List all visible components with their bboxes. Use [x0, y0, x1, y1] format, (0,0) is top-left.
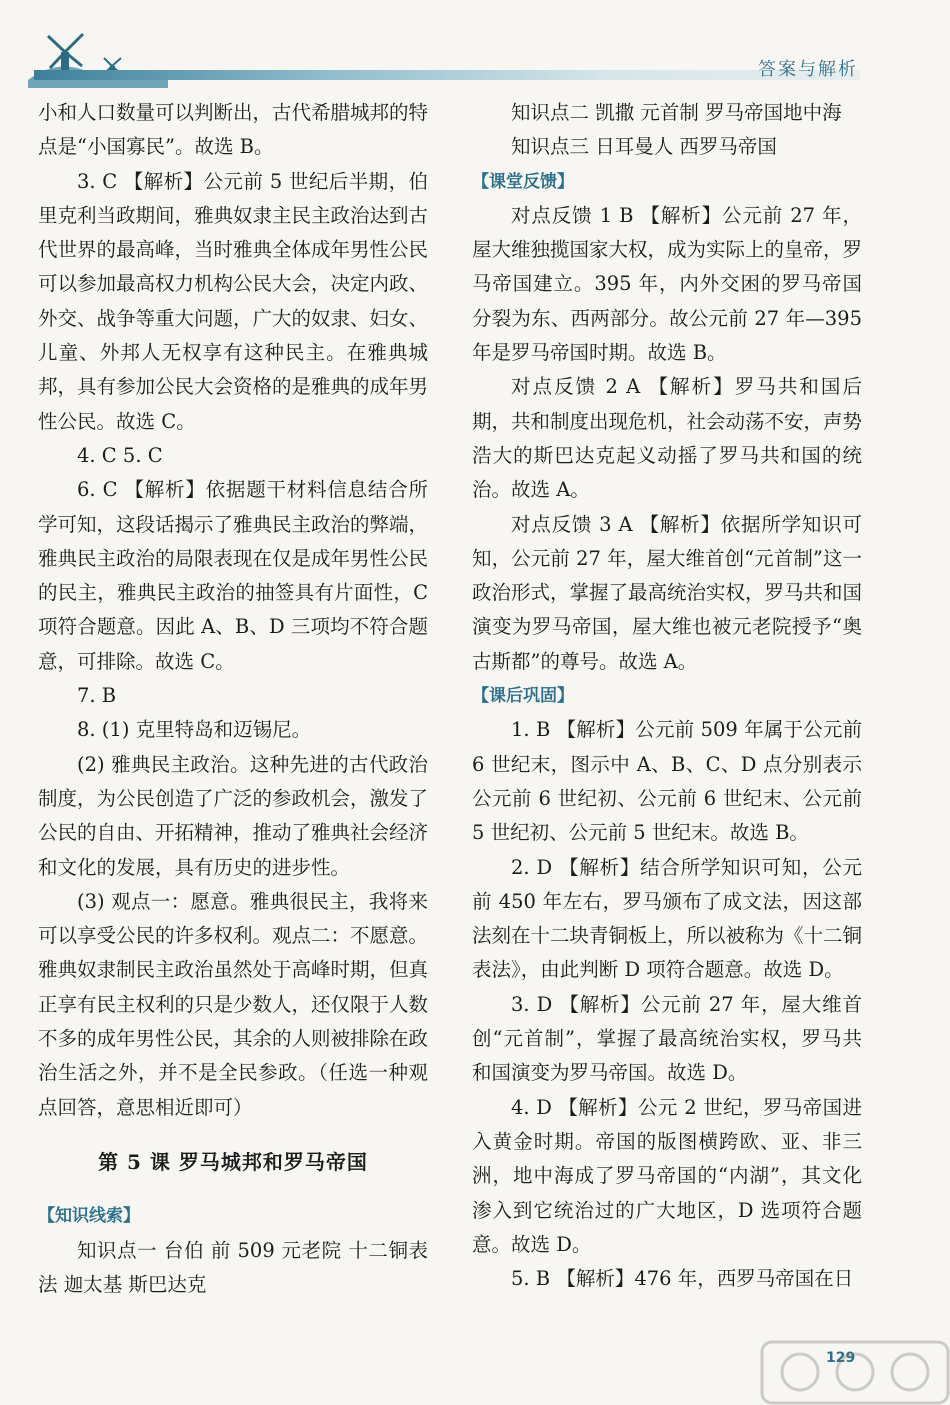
answer-3: 3. C 【解析】公元前 5 世纪后半期，伯里克利当政期间，雅典奴隶主民主政治达到古代世界的最高峰，当时雅典全体成年男性公民可以参加最高权力机构公民大会，决定内政、外交、战争等重大问题，广大的奴隶、妇女、儿童、外邦人无权享有这种民主。在雅典城邦，具有参加公民大会资格的是雅典的成年男性公民。故选 C。 — [38, 169, 429, 433]
answer-8-2: (2) 雅典民主政治。这种先进的古代政治制度，为公民创造了广泛的参政机会，激发了公民的自由、开拓精神，推动了雅典社会经济和文化的发展，具有历史的进步性。 — [38, 752, 429, 879]
page-header — [0, 0, 950, 95]
right-column — [472, 96, 862, 1296]
after-2: 2. D 【解析】结合所学知识可知，公元前 450 年左右，罗马颁布了成文法，因这部法刻在十二块青铜板上，所以被称为《十二铜表法》，由此判断 D 项符合题意。故选 D。 — [472, 855, 863, 982]
section-feedback: 【课堂反馈】 — [472, 171, 574, 192]
section-after-class: 【课后巩固】 — [472, 686, 574, 707]
after-1: 1. B 【解析】公元前 509 年属于公元前 6 世纪末，图示中 A、B、C、D 点分别表示公元前 6 世纪初、公元前 6 世纪末、公元前 5 世纪初、公元前 5 世纪末。故选 B。 — [472, 718, 862, 845]
answer-7: 7. B — [77, 684, 117, 708]
after-3: 3. D 【解析】公元前 27 年，屋大维首创“元首制”，掌握了最高统治实权，罗马共和国演变为罗马帝国。故选 D。 — [472, 992, 862, 1085]
knowledge-point-2: 知识点二 凯撒 元首制 罗马帝国地中海 — [511, 101, 842, 124]
answer-8-1: 8. (1) 克里特岛和迈锡尼。 — [77, 718, 312, 742]
answer-8-3: (3) 观点一：愿意。雅典很民主，我将来可以享受公民的许多权利。观点二：不愿意。雅典奴隶制民主政治虽然处于高峰时期，但真正享有民主权利的只是少数人，还仅限于人数不多的成年男性公民，其余的人则被排除在政治生活之外，并不是全民参政。（任选一种观点回答，意思相近即可） — [38, 889, 429, 1119]
knowledge-point-3: 知识点三 日耳曼人 西罗马帝国 — [511, 135, 777, 159]
answer-4-5: 4. C 5. C — [77, 443, 163, 467]
header-band — [34, 70, 860, 80]
watermark-icon — [760, 1340, 950, 1405]
feedback-3: 对点反馈 3 A 【解析】依据所学知识可知，公元前 27 年，屋大维首创“元首制”这一政治形式，掌握了最高统治实权，罗马共和国演变为罗马帝国，屋大维也被元老院授予“奥古斯都”的尊号。故选 A。 — [472, 512, 863, 673]
page-number: 129 — [826, 1350, 856, 1366]
section-knowledge: 【知识线索】 — [38, 1206, 140, 1227]
answer-6: 6. C 【解析】依据题干材料信息结合所学可知，这段话揭示了雅典民主政治的弊端，雅典民主政治的局限表现在仅是成年男性公民的民主，雅典民主政治的抽签具有片面性，C 项符合题意。因此 A、B、D 三项均不符合题意，可排除。故选 C。 — [38, 478, 429, 673]
paragraph: 小和人口数量可以判断出，古代希腊城邦的特点是“小国寡民”。故选 B。 — [38, 101, 429, 159]
header-title: 答案与解析 — [758, 59, 858, 80]
feedback-1: 对点反馈 1 B 【解析】公元前 27 年，屋大维独揽国家大权，成为实际上的皇帝，罗马帝国建立。395 年，内外交困的罗马帝国分裂为东、西两部分。故公元前 27 年—395 年是罗马帝国时期。故选 B。 — [472, 203, 863, 365]
lesson-title: 第 5 课 罗马城邦和罗马帝国 — [98, 1149, 368, 1174]
left-column — [38, 96, 428, 1302]
after-5: 5. B 【解析】476 年，西罗马帝国在日 — [511, 1267, 854, 1291]
after-4: 4. D 【解析】公元 2 世纪，罗马帝国进入黄金时期。帝国的版图横跨欧、亚、非三洲，地中海成了罗马帝国的“内湖”，其文化渗入到它统治过的广大地区，D 选项符合题意。故选 D。 — [472, 1095, 862, 1256]
knowledge-point-1: 知识点一 台伯 前 509 元老院 十二铜表法 迦太基 斯巴达克 — [38, 1238, 428, 1296]
feedback-2: 对点反馈 2 A 【解析】罗马共和国后期，共和制度出现危机，社会动荡不安，声势浩大的斯巴达克起义动摇了罗马共和国的统治。故选 A。 — [472, 375, 863, 502]
